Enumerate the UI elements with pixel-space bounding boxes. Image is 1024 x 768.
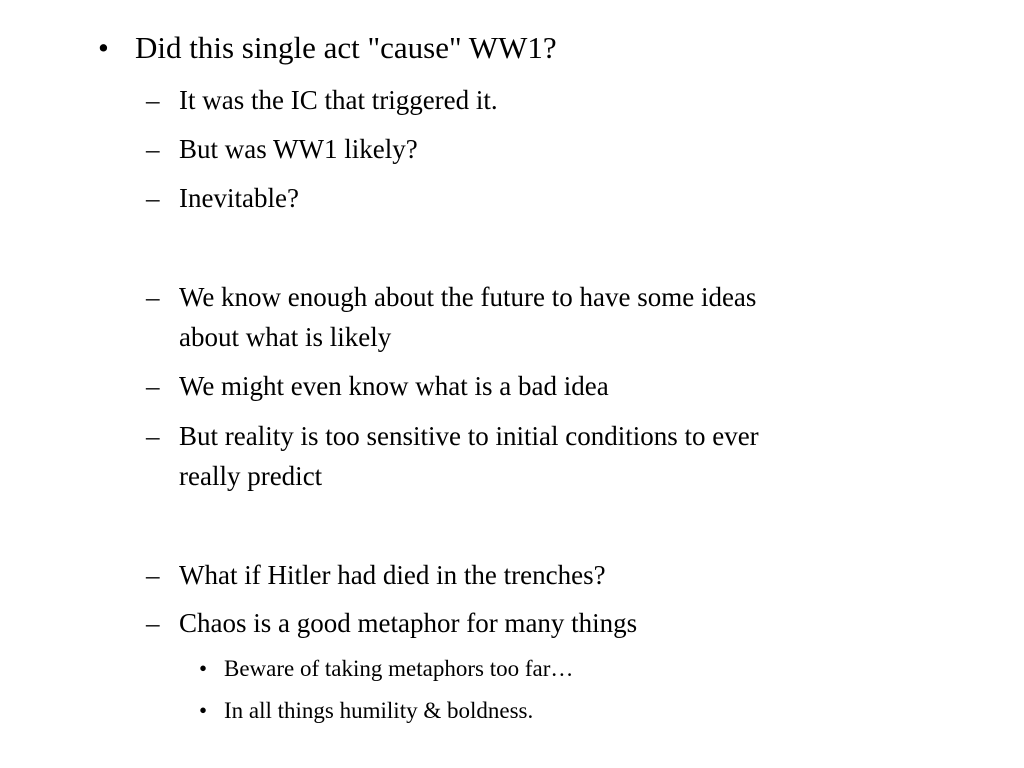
bullet-marker: • xyxy=(199,698,208,723)
dash-marker: – xyxy=(146,371,160,401)
dash-marker: – xyxy=(146,134,160,164)
sub-bullet-item: But was WW1 likely? xyxy=(179,134,418,164)
sub-bullet-item-continuation: really predict xyxy=(179,461,323,491)
sub-bullet-item: But reality is too sensitive to initial conditions to ever xyxy=(179,421,759,451)
dash-marker: – xyxy=(146,608,160,638)
sub-bullet-item: Chaos is a good metaphor for many things xyxy=(179,608,638,638)
bullet-item-level1: Did this single act "cause" WW1? xyxy=(135,30,557,65)
sub-bullet-item: We know enough about the future to have some ideas xyxy=(179,282,757,312)
sub-bullet-item-continuation: about what is likely xyxy=(179,322,392,352)
sub-sub-bullet-item: Beware of taking metaphors too far… xyxy=(224,656,574,681)
sub-sub-bullet-item: In all things humility & boldness. xyxy=(224,698,534,723)
sub-bullet-item: We might even know what is a bad idea xyxy=(179,371,609,401)
bullet-marker: • xyxy=(199,656,208,681)
dash-marker: – xyxy=(146,282,160,312)
dash-marker: – xyxy=(146,421,160,451)
sub-bullet-item: What if Hitler had died in the trenches? xyxy=(179,560,606,590)
dash-marker: – xyxy=(146,85,160,115)
bullet-marker: • xyxy=(98,30,109,65)
dash-marker: – xyxy=(146,183,160,213)
dash-marker: – xyxy=(146,560,160,590)
sub-bullet-item: It was the IC that triggered it. xyxy=(179,85,498,115)
sub-bullet-item: Inevitable? xyxy=(179,183,299,213)
